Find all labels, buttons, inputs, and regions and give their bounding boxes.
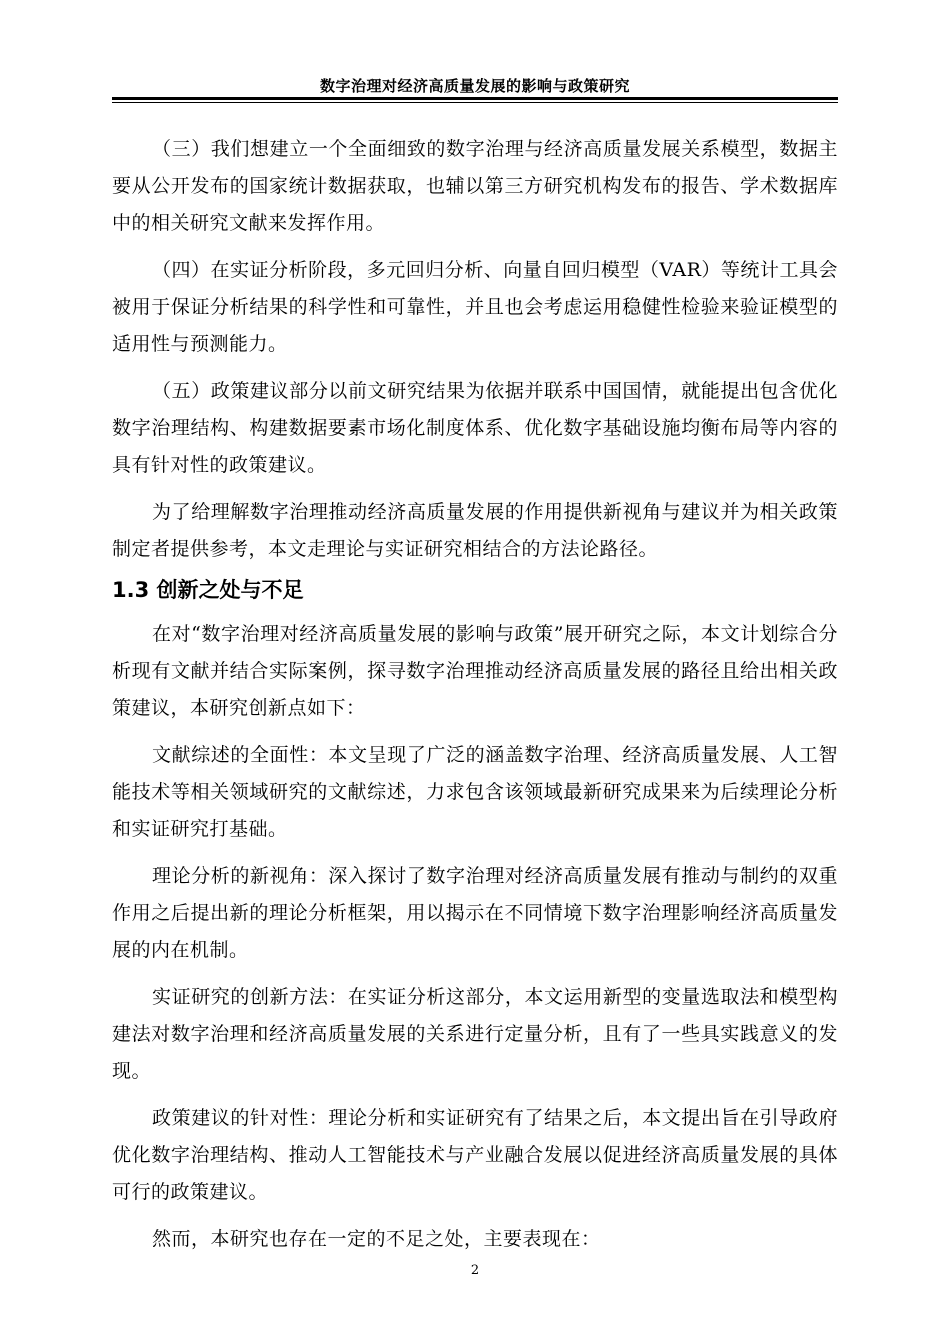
paragraph-method-4: （四）在实证分析阶段，多元回归分析、向量自回归模型（VAR）等统计工具会被用于保证分析结果的科学性和可靠性，并且也会考虑运用稳健性检验来验证模型的适用性与预测能力。 — [112, 259, 838, 355]
page-number: 2 — [470, 1263, 480, 1278]
paragraph-innovation-intro: 在对“数字治理对经济高质量发展的影响与政策”展开研究之际，本文计划综合分析现有文献并结合实际案例，探寻数字治理推动经济高质量发展的路径且给出相关政策建议，本研究创新点如下： — [112, 623, 838, 719]
paragraph-shortcomings-intro: 然而，本研究也存在一定的不足之处，主要表现在： — [152, 1228, 601, 1250]
paragraph-method-3: （三）我们想建立一个全面细致的数字治理与经济高质量发展关系模型，数据主要从公开发布的国家统计数据获取，也辅以第三方研究机构发布的报告、学术数据库中的相关研究文献来发挥作用。 — [112, 138, 838, 234]
header-rule-thick — [112, 97, 838, 100]
header-rule-thin — [112, 102, 838, 103]
body-text — [112, 131, 838, 1268]
section-heading: 1.3 创新之处与不足 — [112, 578, 304, 602]
paragraph-literature-review: 文献综述的全面性：本文呈现了广泛的涵盖数字治理、经济高质量发展、人工智能技术等相关领域研究的文献综述，力求包含该领域最新研究成果来为后续理论分析和实证研究打基础。 — [112, 744, 838, 840]
paragraph-empirical-method: 实证研究的创新方法：在实证分析这部分，本文运用新型的变量选取法和模型构建法对数字治理和经济高质量发展的关系进行定量分析，且有了一些具实践意义的发现。 — [112, 986, 838, 1082]
paragraph-policy-targeting: 政策建议的针对性：理论分析和实证研究有了结果之后，本文提出旨在引导政府优化数字治理结构、推动人工智能技术与产业融合发展以促进经济高质量发展的具体可行的政策建议。 — [112, 1107, 838, 1203]
paragraph-theory-perspective: 理论分析的新视角：深入探讨了数字治理对经济高质量发展有推动与制约的双重作用之后提出新的理论分析框架，用以揭示在不同情境下数字治理影响经济高质量发展的内在机制。 — [112, 865, 838, 961]
paragraph-method-summary: 为了给理解数字治理推动经济高质量发展的作用提供新视角与建议并为相关政策制定者提供参考，本文走理论与实证研究相结合的方法论路径。 — [112, 501, 838, 560]
running-header: 数字治理对经济高质量发展的影响与政策研究 — [319, 77, 630, 95]
paragraph-method-5: （五）政策建议部分以前文研究结果为依据并联系中国国情，就能提出包含优化数字治理结构、构建数据要素市场化制度体系、优化数字基础设施均衡布局等内容的具有针对性的政策建议。 — [112, 380, 838, 476]
